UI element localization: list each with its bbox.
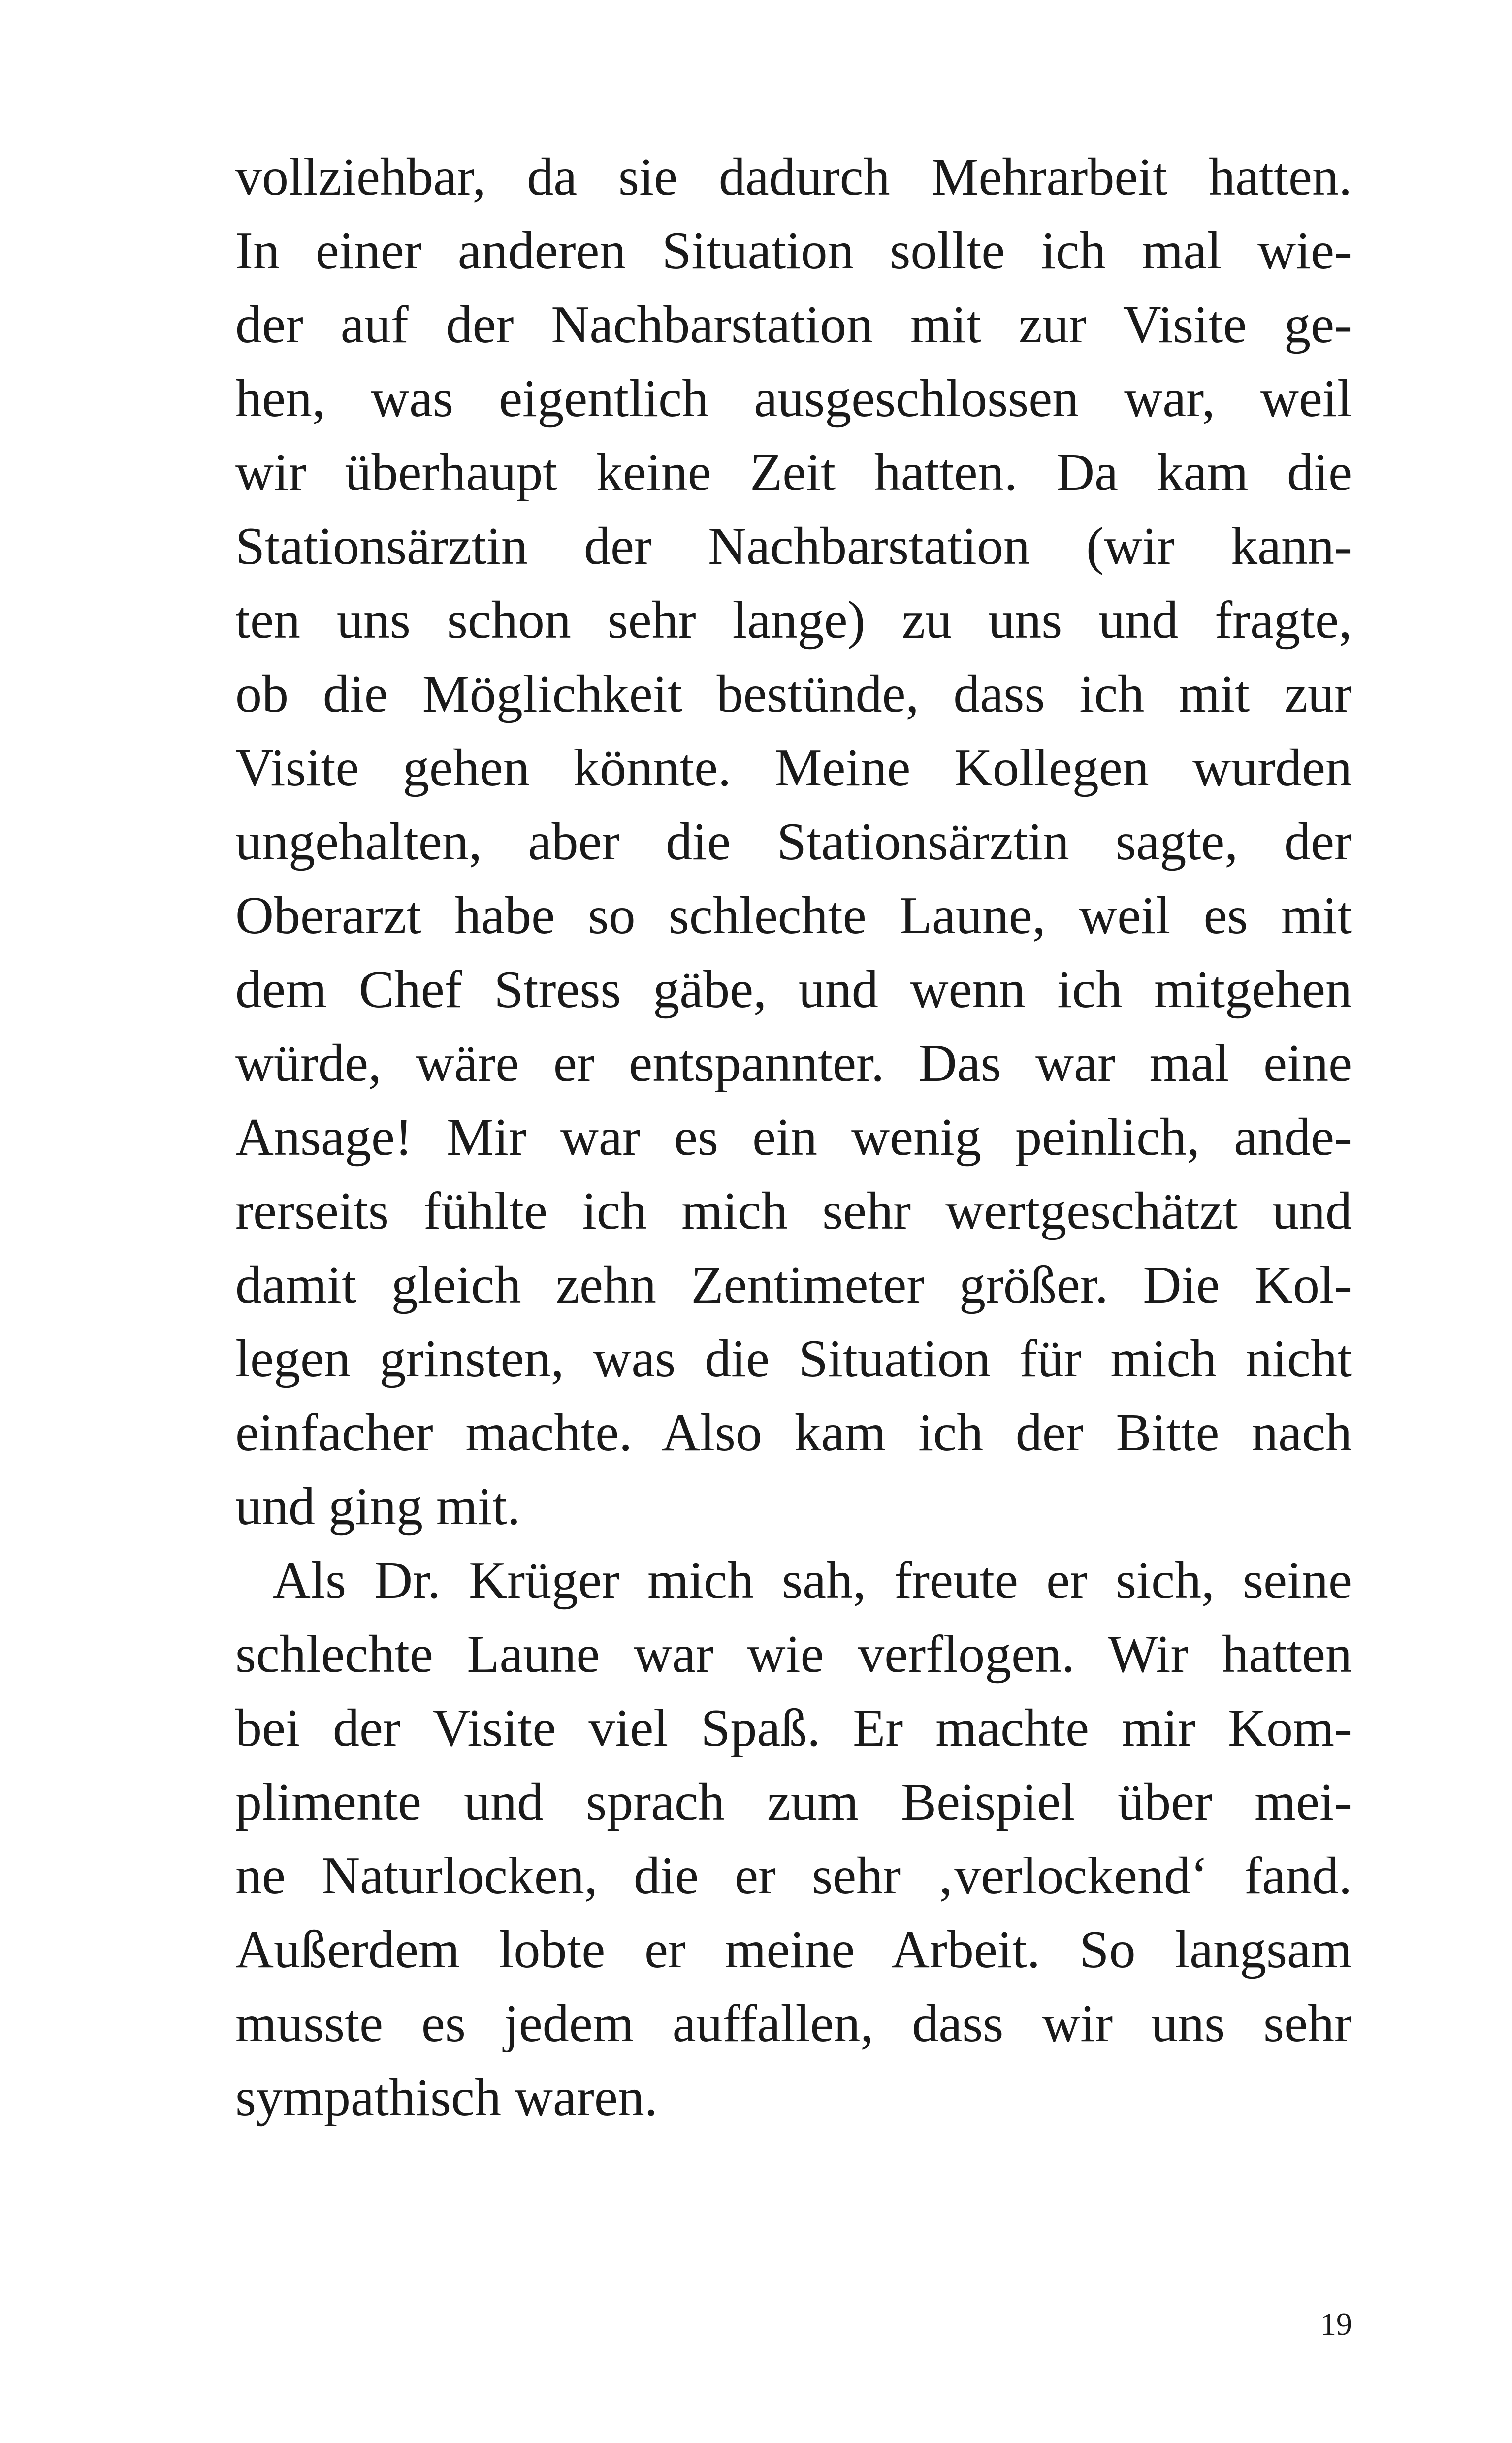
- text-line: Ansage! Mir war es ein wenig peinlich, ande-: [235, 1108, 1352, 1167]
- text-line: ten uns schon sehr lange) zu uns und fragte,: [235, 591, 1352, 650]
- text-line: rerseits fühlte ich mich sehr wertgeschätzt und: [235, 1182, 1352, 1240]
- text-line: würde, wäre er entspannter. Das war mal eine: [235, 1034, 1352, 1093]
- text-line: Visite gehen könnte. Meine Kollegen wurden: [235, 739, 1352, 797]
- text-line: legen grinsten, was die Situation für mich nicht: [235, 1330, 1352, 1388]
- text-line: und ging mit.: [235, 1477, 521, 1536]
- text-line: damit gleich zehn Zentimeter größer. Die Kol-: [235, 1256, 1352, 1314]
- text-line: hen, was eigentlich ausgeschlossen war, weil: [235, 369, 1352, 428]
- text-line: bei der Visite viel Spaß. Er machte mir Kom-: [235, 1699, 1352, 1758]
- text-line: Stationsärztin der Nachbarstation (wir kann-: [235, 517, 1352, 576]
- text-line: wir überhaupt keine Zeit hatten. Da kam die: [235, 443, 1352, 502]
- text-line: Außerdem lobte er meine Arbeit. So langsam: [235, 1921, 1352, 1979]
- text-line: Oberarzt habe so schlechte Laune, weil es mit: [235, 886, 1352, 945]
- text-line: In einer anderen Situation sollte ich mal wie-: [235, 222, 1352, 280]
- text-line: sympathisch waren.: [235, 2068, 658, 2127]
- text-line: einfacher machte. Also kam ich der Bitte nach: [235, 1403, 1352, 1462]
- text-line: dem Chef Stress gäbe, und wenn ich mitgehen: [235, 960, 1352, 1019]
- paragraph-1: [235, 140, 1352, 1544]
- text-line: der auf der Nachbarstation mit zur Visite ge-: [235, 295, 1352, 354]
- text-line: ob die Möglichkeit bestünde, dass ich mit zur: [235, 665, 1352, 723]
- text-line: Als Dr. Krüger mich sah, freute er sich, seine: [272, 1551, 1352, 1610]
- body-text: [235, 140, 1352, 2135]
- text-line: vollziehbar, da sie dadurch Mehrarbeit hatten.: [235, 148, 1352, 206]
- text-line: ungehalten, aber die Stationsärztin sagte, der: [235, 813, 1352, 871]
- text-line: musste es jedem auffallen, dass wir uns sehr: [235, 1994, 1352, 2053]
- text-line: ne Naturlocken, die er sehr ‚verlockend‘ fand.: [235, 1847, 1352, 1905]
- paragraph-2: [235, 1544, 1352, 2135]
- text-line: schlechte Laune war wie verflogen. Wir hatten: [235, 1625, 1352, 1684]
- text-line: plimente und sprach zum Beispiel über mei-: [235, 1773, 1352, 1831]
- page-number: 19: [1320, 2307, 1352, 2342]
